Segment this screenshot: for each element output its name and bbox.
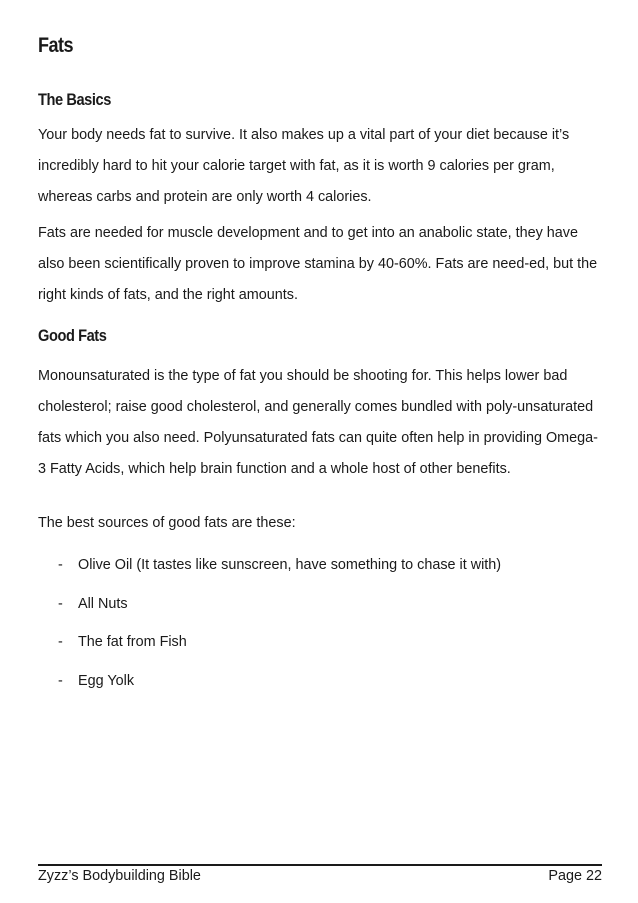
- paragraph-good-fats-2: The best sources of good fats are these:: [38, 515, 296, 531]
- footer-divider: [38, 864, 602, 866]
- list-item-text: Olive Oil (It tastes like sunscreen, have something to chase it with): [78, 557, 502, 573]
- list-bullet: -: [58, 672, 63, 689]
- list-item: [38, 551, 602, 590]
- footer-book-title: Zyzz’s Bodybuilding Bible: [38, 868, 201, 884]
- document-page: [38, 0, 602, 903]
- good-fats-list: [38, 551, 602, 705]
- paragraph-basics-1: Your body needs fat to survive. It also makes up a vital part of your diet because it’s incredibly hard to hit your calorie target with fat, as it is worth 9 calories per gram, whereas carbs and protein are only worth 4 calories.: [38, 127, 570, 205]
- list-item: [38, 590, 602, 629]
- list-item: [38, 628, 602, 667]
- list-item-text: Egg Yolk: [78, 672, 135, 689]
- section-heading-the-basics: The Basics: [38, 90, 111, 109]
- page-title: Fats: [38, 34, 74, 57]
- list-bullet: -: [58, 557, 63, 573]
- paragraph-good-fats-1: Monounsaturated is the type of fat you should be shooting for. This helps lower bad cholesterol; raise good cholesterol, and generally comes bundled with poly-unsaturated fats which you also need. Polyunsaturated fats can quite often help in providing Omega-3 Fatty Acids, which help brain function and a whole host of other benefits.: [38, 368, 598, 477]
- paragraph-basics-2: Fats are needed for muscle development and to get into an anabolic state, they have also been scientifically proven to improve stamina by 40-60%. Fats are need-ed, but the right kinds of fats, and the right amounts.: [38, 225, 598, 303]
- list-item-text: All Nuts: [78, 595, 128, 612]
- section-heading-good-fats: Good Fats: [38, 326, 107, 345]
- list-item-text: The fat from Fish: [78, 634, 187, 650]
- list-bullet: -: [58, 595, 63, 612]
- list-bullet: -: [58, 634, 63, 650]
- footer-page-number: Page 22: [548, 868, 602, 884]
- list-item: [38, 667, 602, 706]
